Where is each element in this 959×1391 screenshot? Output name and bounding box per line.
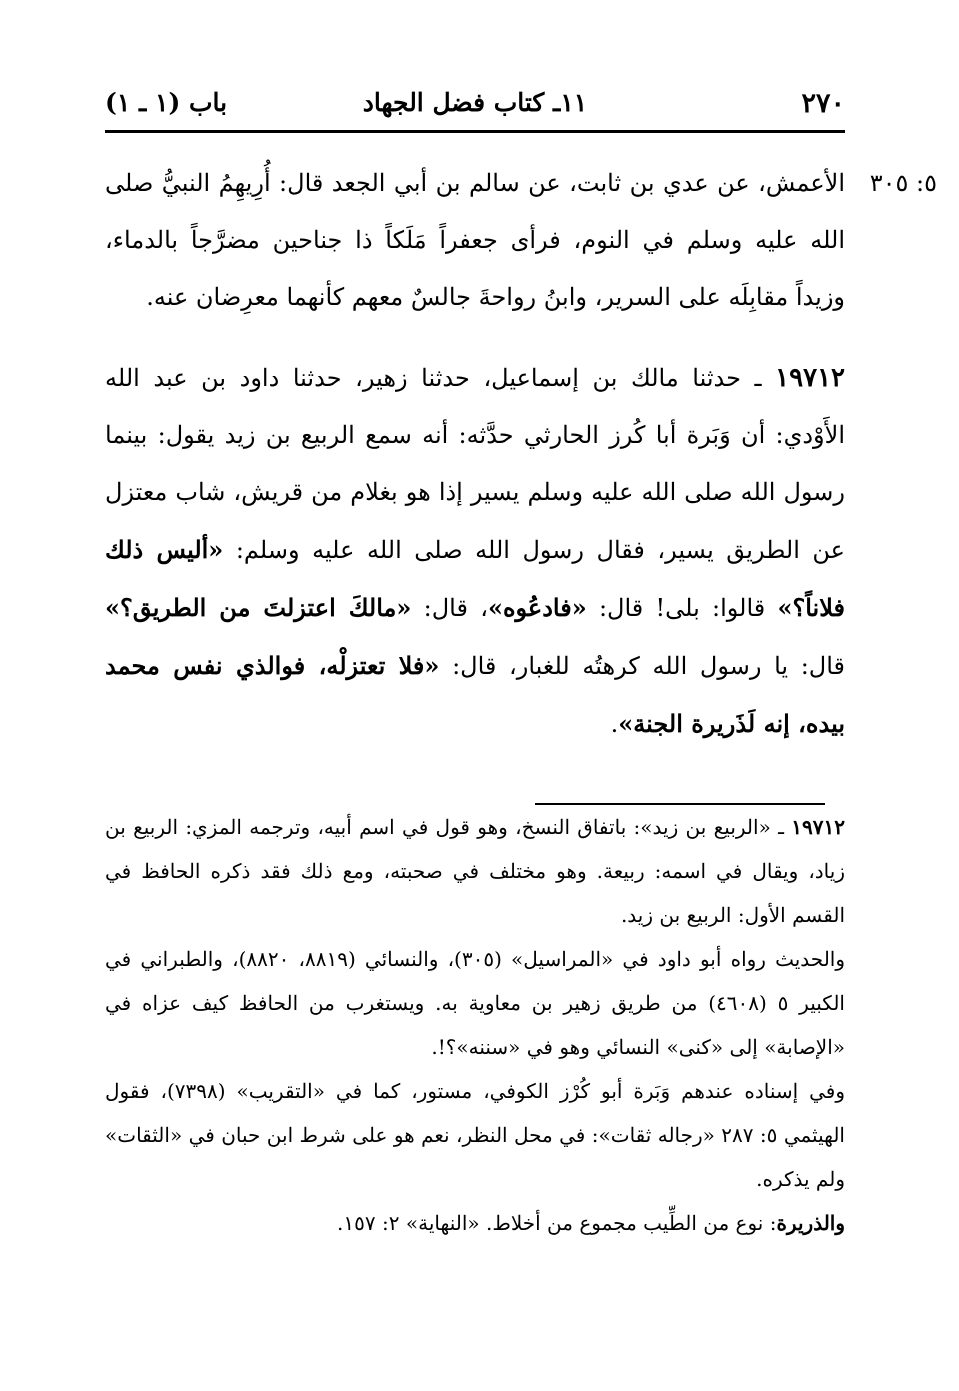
cross-reference: ٥: ٣٠٥ <box>869 169 937 197</box>
footnote-divider <box>535 803 825 805</box>
hadith-text-2: قالوا: بلى! قال: <box>586 594 778 622</box>
footnote-2: والحديث رواه أبو داود في «المراسيل» (٣٠٥)، والنسائي (٨٨١٩، ٨٨٢٠)، والطبراني في الكبير ٥ (٤٦٠٨) من طريق زهير بن معاوية به. ويستغرب من الحافظ كيف عزاه في «الإصابة» إلى «كنى» النسائي وهو في «سننه»؟!. <box>105 947 846 1059</box>
page-number: ٢٧٠ <box>801 88 845 119</box>
hadith-number: ١٩٧١٢ <box>775 363 845 393</box>
glossary-term: والذريرة <box>776 1211 845 1235</box>
hadith-text-3: ، قال: <box>411 594 488 622</box>
footnotes <box>105 805 845 1245</box>
glossary-definition: : نوع من الطِّيب مجموع من أخلاط. «النهاية» ٢: ١٥٧. <box>337 1211 777 1235</box>
prophet-quote-2: «فادعُوه» <box>487 593 587 622</box>
page-header <box>105 80 845 133</box>
paragraph-1 <box>105 155 937 326</box>
main-text <box>105 155 937 753</box>
prophet-quote-1: «أليس ذلك فلاناً؟» <box>105 535 846 622</box>
hadith-text: ـ حدثنا مالك بن إسماعيل، حدثنا زهير، حدثنا داود بن عبد الله الأَوْدي: أن وَبَرة أبا كُرز الحارثي حدَّثه: أنه سمع الربيع بن زيد يقول: بينما رسول الله صلى الله عليه وسلم يسير إذا هو بغلام من قريش، شاب معتزل عن الطريق يسير، فقال رسول الله صلى الله عليه وسلم: <box>105 364 845 564</box>
footnote-number: ١٩٧١٢ <box>791 815 845 839</box>
hadith-text-5: . <box>610 710 619 738</box>
chapter-label: باب (١ ـ ١) <box>105 88 228 117</box>
paragraph-1-text: الأعمش، عن عدي بن ثابت، عن سالم بن أبي الجعد قال: أُرِيهِمُ النبيُّ صلى الله عليه وسلم في النوم، فرأى جعفراً مَلَكاً ذا جناحين مضرَّجاً بالدماء، وزيداً مقابِلَه على السرير، وابنُ رواحةَ جالسٌ معهم كأنهما معرِضان عنه. <box>105 169 845 311</box>
footnote-1 <box>105 805 845 937</box>
book-title: ١١ـ كتاب فضل الجهاد <box>362 88 588 117</box>
book-page <box>105 80 937 1245</box>
prophet-quote-3: «مالكَ اعتزلتَ من الطريق؟» <box>105 593 412 622</box>
prophet-quote-4: «فلا تعتزلْه، فوالذي نفس محمد بيده، إنه لَذَريرة الجنة» <box>105 651 845 738</box>
hadith-text-4: قال: يا رسول الله كرهتُه للغبار، قال: <box>439 652 846 680</box>
footnote-3: وفي إسناده عندهم وَبَرة أبو كُرْز الكوفي، مستور، كما في «التقريب» (٧٣٩٨)، فقول الهيثمي ٥: ٢٨٧ «رجاله ثقات»: في محل النظر، نعم هو على شرط ابن حبان في «الثقات» ولم يذكره. <box>105 1079 846 1191</box>
paragraph-2 <box>105 350 845 753</box>
footnote-4 <box>105 1201 845 1245</box>
footnote-1-text: ـ «الربيع بن زيد»: باتفاق النسخ، وهو قول في اسم أبيه، وترجمه المزي: الربيع بن زياد، ويقال في اسمه: ربيعة. وهو مختلف في صحبته، ومع ذلك فقد ذكره الحافظ في القسم الأول: الربيع بن زيد. <box>105 815 845 927</box>
